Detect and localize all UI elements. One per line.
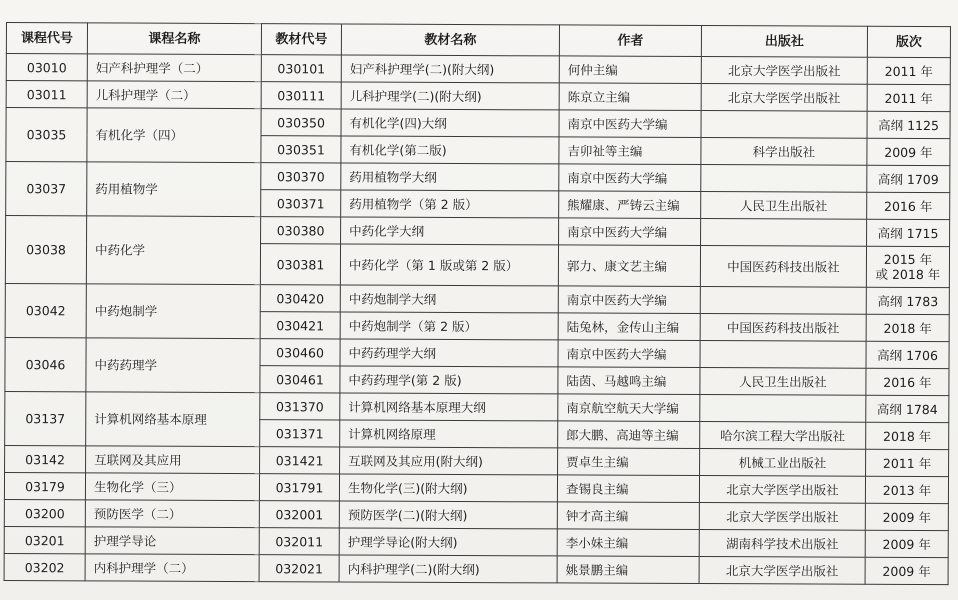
table-row [6, 162, 950, 193]
table-row [5, 283, 949, 314]
course-name-cell: 护理学导论 [85, 527, 259, 555]
course-name-cell: 预防医学（二） [85, 500, 259, 528]
publisher-cell: 科学出版社 [701, 138, 867, 166]
book-code-cell: 030370 [261, 163, 341, 190]
table-row [5, 445, 949, 476]
author-cell: 陈京立主编 [559, 83, 701, 111]
publisher-cell: 机械工业出版社 [700, 449, 866, 477]
edition-cell: 2011 年 [866, 449, 949, 476]
course-name-cell: 中药化学 [86, 216, 260, 285]
publisher-cell: 北京大学医学出版社 [699, 476, 865, 504]
author-cell: 郭力、康文艺主编 [558, 245, 700, 287]
course-code-cell: 03010 [6, 54, 87, 81]
book-code-cell: 030421 [260, 312, 340, 339]
book-code-cell: 030380 [261, 217, 341, 244]
book-title-cell: 中药化学（第 1 版或第 2 版） [340, 244, 558, 286]
author-cell: 南京中医药大学编 [558, 340, 700, 368]
table-header-row [6, 23, 950, 58]
publisher-cell: 北京大学医学出版社 [701, 57, 867, 85]
book-title-cell: 妇产科护理学(二)(附大纲) [341, 55, 559, 83]
publisher-cell: 人民卫生出版社 [701, 192, 867, 220]
course-name-cell: 药用植物学 [87, 162, 261, 217]
book-title-cell: 中药炮制学（第 2 版） [340, 312, 558, 340]
book-code-cell: 030460 [260, 339, 340, 366]
course-name-cell: 计算机网络基本原理 [86, 392, 260, 447]
edition-cell: 高纲 1784 [866, 395, 949, 422]
book-code-cell: 032001 [259, 501, 339, 528]
course-code-cell: 03200 [4, 499, 85, 526]
publisher-cell: 中国医药科技出版社 [700, 246, 866, 288]
course-name-cell: 互联网及其应用 [86, 446, 260, 474]
book-title-cell: 中药药理学大纲 [340, 339, 558, 367]
book-code-cell: 030111 [261, 82, 341, 109]
publisher-cell: 湖南科学技术出版社 [699, 530, 865, 558]
publisher-cell: 人民卫生出版社 [700, 368, 866, 396]
publisher-cell: 北京大学医学出版社 [701, 84, 867, 112]
edition-cell: 2016 年 [867, 192, 950, 219]
course-code-cell: 03037 [6, 162, 87, 216]
book-title-cell: 计算机网络基本原理大纲 [340, 393, 558, 421]
table-row [4, 526, 948, 557]
course-name-cell: 有机化学（四） [87, 108, 261, 163]
author-cell: 熊耀康、严铸云主编 [559, 191, 701, 219]
publisher-cell [701, 165, 867, 193]
publisher-cell [700, 287, 866, 315]
book-title-cell: 生物化学(三)(附大纲) [339, 474, 557, 502]
book-code-cell: 032021 [259, 555, 339, 582]
author-cell: 南京中医药大学编 [558, 286, 700, 314]
course-code-cell: 03201 [4, 526, 85, 553]
course-code-cell: 03011 [6, 81, 87, 108]
publisher-cell [700, 395, 866, 423]
author-cell: 郎大鹏、高迪等主编 [558, 421, 700, 449]
book-title-cell: 中药化学大纲 [341, 217, 559, 245]
book-code-cell: 030101 [261, 55, 341, 82]
textbook-table [4, 22, 951, 585]
table-body [4, 54, 950, 585]
edition-cell: 2016 年 [866, 368, 949, 395]
edition-cell: 高纲 1706 [866, 341, 949, 368]
header-edition: 版次 [867, 26, 950, 57]
book-title-cell: 中药药理学(第 2 版) [340, 366, 558, 394]
header-author: 作者 [559, 25, 701, 57]
header-course-code: 课程代号 [6, 23, 87, 54]
course-code-cell: 03038 [5, 216, 86, 284]
edition-cell: 2013 年 [865, 476, 948, 503]
book-title-cell: 有机化学(四)大纲 [341, 109, 559, 137]
book-code-cell: 031421 [260, 447, 340, 474]
book-code-cell: 030351 [261, 136, 341, 163]
author-cell: 陆兔林，金传山主编 [558, 313, 700, 341]
book-code-cell: 030461 [260, 366, 340, 393]
author-cell: 南京中医药大学编 [559, 164, 701, 192]
author-cell: 李小妹主编 [557, 529, 699, 557]
book-title-cell: 内科护理学(二)(附大纲) [339, 555, 557, 583]
course-name-cell: 儿科护理学（二） [87, 81, 261, 109]
publisher-cell [701, 219, 867, 247]
author-cell: 南京中医药大学编 [559, 218, 701, 246]
course-name-cell: 生物化学（三） [85, 473, 259, 501]
course-name-cell: 内科护理学（二） [85, 554, 259, 582]
book-title-cell: 药用植物学大纲 [341, 163, 559, 191]
edition-cell: 高纲 1783 [866, 287, 949, 314]
author-cell: 南京航空航天大学编 [558, 394, 700, 422]
book-title-cell: 儿科护理学(二)(附大纲) [341, 82, 559, 110]
book-code-cell: 030420 [260, 285, 340, 312]
course-name-cell: 妇产科护理学（二） [87, 54, 261, 82]
table-row [4, 499, 948, 530]
publisher-cell: 中国医药科技出版社 [700, 314, 866, 342]
edition-cell: 2011 年 [867, 57, 950, 84]
course-name-cell: 中药药理学 [86, 338, 260, 393]
table-row [5, 337, 949, 368]
publisher-cell: 哈尔滨工程大学出版社 [700, 422, 866, 450]
table-row [5, 391, 949, 422]
edition-cell: 高纲 1709 [867, 165, 950, 192]
edition-cell: 2009 年 [865, 557, 948, 584]
header-course-name: 课程名称 [87, 23, 261, 55]
edition-cell: 2011 年 [867, 84, 950, 111]
book-code-cell: 031791 [259, 474, 339, 501]
table-row [6, 54, 950, 85]
book-title-cell: 有机化学(第二版) [341, 136, 559, 164]
edition-cell: 2009 年 [865, 530, 948, 557]
book-code-cell: 030381 [260, 244, 340, 285]
table-row [4, 553, 948, 584]
author-cell: 吉卯祉等主编 [559, 137, 701, 165]
table-row [6, 216, 950, 247]
publisher-cell: 北京大学医学出版社 [699, 503, 865, 531]
book-code-cell: 031371 [260, 420, 340, 447]
author-cell: 贾卓生主编 [558, 448, 700, 476]
book-title-cell: 中药炮制学大纲 [340, 285, 558, 313]
course-code-cell: 03046 [5, 337, 86, 391]
book-code-cell: 031370 [260, 393, 340, 420]
course-code-cell: 03179 [4, 472, 85, 499]
book-code-cell: 032011 [259, 528, 339, 555]
edition-cell: 高纲 1125 [867, 111, 950, 138]
book-code-cell: 030371 [261, 190, 341, 217]
edition-cell: 2018 年 [866, 314, 949, 341]
book-title-cell: 预防医学(二)(附大纲) [339, 501, 557, 529]
author-cell: 南京中医药大学编 [559, 110, 701, 138]
header-book-code: 教材代号 [261, 24, 341, 55]
header-book-title: 教材名称 [341, 24, 559, 56]
course-code-cell: 03202 [4, 553, 85, 580]
course-code-cell: 03042 [5, 283, 86, 337]
author-cell: 钟才高主编 [557, 502, 699, 530]
edition-cell: 2015 年 或 2018 年 [866, 246, 949, 287]
table-row [6, 81, 950, 112]
course-code-cell: 03137 [5, 391, 86, 445]
edition-cell: 高纲 1715 [867, 219, 950, 246]
course-code-cell: 03142 [5, 445, 86, 472]
publisher-cell [701, 111, 867, 139]
author-cell: 查锡良主编 [557, 475, 699, 503]
book-title-cell: 药用植物学（第 2 版） [341, 190, 559, 218]
course-name-cell: 中药炮制学 [86, 284, 260, 339]
table-row [4, 472, 948, 503]
book-title-cell: 计算机网络原理 [340, 420, 558, 448]
book-title-cell: 互联网及其应用(附大纲) [340, 447, 558, 475]
book-title-cell: 护理学导论(附大纲) [339, 528, 557, 556]
publisher-cell: 北京大学医学出版社 [699, 557, 865, 585]
header-publisher: 出版社 [701, 26, 867, 58]
table-row [6, 108, 950, 139]
book-code-cell: 030350 [261, 109, 341, 136]
edition-cell: 2009 年 [867, 138, 950, 165]
author-cell: 何仲主编 [559, 56, 701, 84]
publisher-cell [700, 341, 866, 369]
edition-cell: 2009 年 [865, 503, 948, 530]
author-cell: 姚景鹏主编 [557, 556, 699, 584]
course-code-cell: 03035 [6, 108, 87, 162]
author-cell: 陆茵、马越鸣主编 [558, 367, 700, 395]
edition-cell: 2018 年 [866, 422, 949, 449]
